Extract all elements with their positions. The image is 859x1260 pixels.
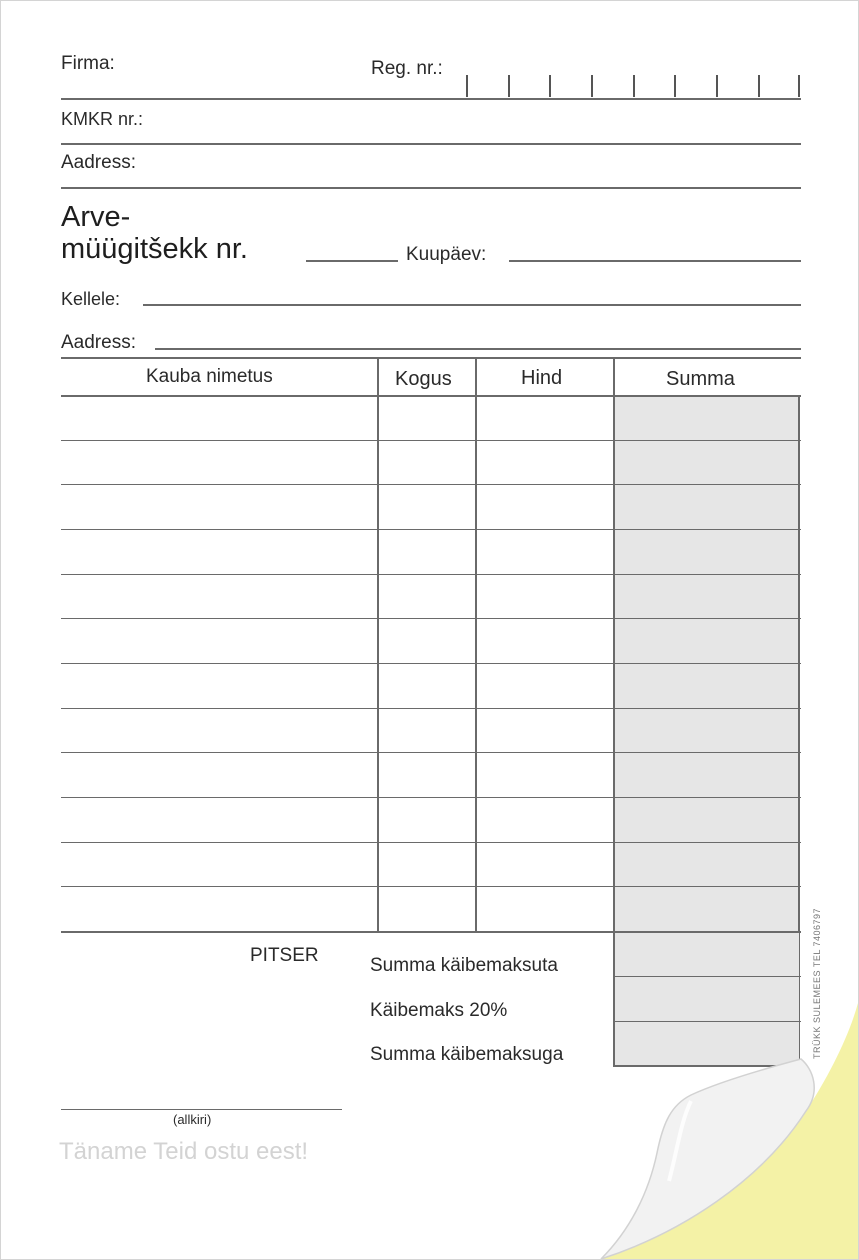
- stamp-label: PITSER: [250, 945, 319, 966]
- signature-label: (allkiri): [173, 1112, 212, 1127]
- column-header-hind: Hind: [521, 367, 563, 389]
- column-header-summa: Summa: [666, 368, 735, 390]
- kellele-label: Kellele:: [61, 289, 121, 309]
- title-line-1: Arve-: [61, 201, 131, 233]
- page-curl: [1, 1, 858, 1259]
- thanks-text: Täname Teid ostu eest!: [59, 1138, 309, 1165]
- total-with-vat-label: Summa käibemaksuga: [370, 1044, 564, 1065]
- column-header-kogus: Kogus: [395, 368, 452, 390]
- firma-label: Firma:: [61, 53, 115, 74]
- vat-label: Käibemaks 20%: [370, 1000, 508, 1021]
- title-line-2: müügitšekk nr.: [61, 233, 248, 265]
- reg-nr-label: Reg. nr.:: [371, 58, 443, 79]
- aadress-label: Aadress:: [61, 152, 136, 173]
- recipient-aadress-label: Aadress:: [61, 332, 136, 353]
- kmkr-label: KMKR nr.:: [61, 109, 144, 129]
- kuupaev-label: Kuupäev:: [406, 244, 487, 265]
- total-without-vat-label: Summa käibemaksuta: [370, 955, 558, 976]
- column-header-kauba-nimetus: Kauba nimetus: [146, 366, 273, 387]
- printer-note: TRÜKK SULEMEES TEL 7406797: [812, 907, 822, 1059]
